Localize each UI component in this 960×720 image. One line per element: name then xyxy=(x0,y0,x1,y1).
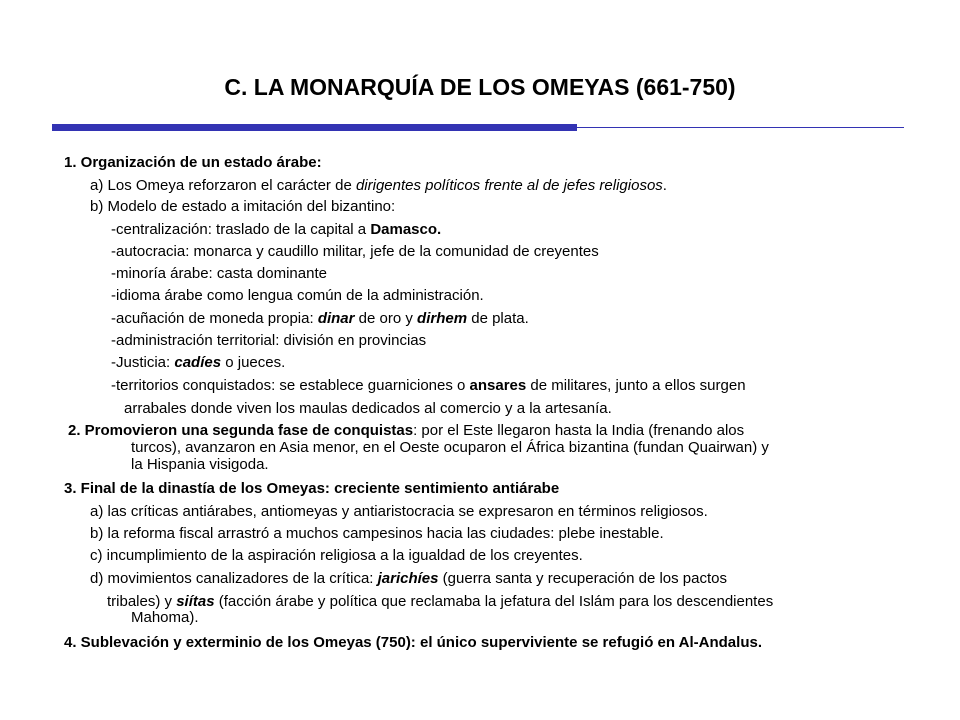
section-1-sub-4: -idioma árabe como lengua común de la administración. xyxy=(111,287,484,304)
section-3-item-d-cont-2: Mahoma). xyxy=(131,609,199,626)
section-1-sub-2: -autocracia: monarca y caudillo militar, jefe de la comunidad de creyentes xyxy=(111,243,599,260)
section-3-item-b: b) la reforma fiscal arrastró a muchos campesinos hacia las ciudades: plebe inestable. xyxy=(90,525,664,542)
section-3-item-d-cont xyxy=(107,593,773,610)
section-1-sub-6: -administración territorial: división en provincias xyxy=(111,332,427,349)
text: a) Los Omeya reforzaron el carácter de xyxy=(90,177,356,194)
text: d) movimientos canalizadores de la crítica: xyxy=(90,570,378,587)
section-1-item-a xyxy=(90,177,667,194)
slide-title: C. LA MONARQUÍA DE LOS OMEYAS (661-750) xyxy=(224,74,736,100)
text-bold-italic: siítas xyxy=(176,593,215,610)
section-2-line-1 xyxy=(68,422,744,439)
section-1-sub-8 xyxy=(111,377,746,394)
text-bold: Damasco. xyxy=(370,221,442,238)
section-4-heading: 4. Sublevación y exterminio de los Omeyas (750): el único superviviente se refugió en Al-Andalus. xyxy=(64,634,762,651)
text: o jueces. xyxy=(221,354,286,371)
section-1-item-b: b) Modelo de estado a imitación del bizantino: xyxy=(90,198,396,215)
section-3-item-d xyxy=(90,570,727,587)
text: (guerra santa y recuperación de los pactos xyxy=(438,570,727,587)
section-1-sub-8-cont: arrabales donde viven los maulas dedicados al comercio y a la artesanía. xyxy=(124,400,612,417)
text: tribales) y xyxy=(107,593,177,610)
text: (facción árabe y política que reclamaba la jefatura del Islám para los descendientes xyxy=(214,593,774,610)
text-italic: dirigentes políticos frente al de jefes religiosos xyxy=(355,177,663,194)
text: de plata. xyxy=(467,310,529,327)
text: -Justicia: xyxy=(111,354,175,371)
text-bold-italic: cadíes xyxy=(174,354,222,371)
section-2-line-2: turcos), avanzaron en Asia menor, en el Oeste ocuparon el África bizantina (fundan Quairwan) y xyxy=(131,439,769,456)
text: -acuñación de moneda propia: xyxy=(111,310,318,327)
text: -centralización: traslado de la capital a xyxy=(111,221,371,238)
section-3-heading: 3. Final de la dinastía de los Omeyas: creciente sentimiento antiárabe xyxy=(64,480,560,497)
section-1-sub-5 xyxy=(111,310,529,327)
section-1-sub-1 xyxy=(111,221,441,238)
text-bold-italic: dirhem xyxy=(417,310,468,327)
text: : por el Este llegaron hasta la India (frenando alos xyxy=(413,422,745,439)
section-3-item-a: a) las críticas antiárabes, antiomeyas y antiaristocracia se expresaron en términos religiosos. xyxy=(90,503,708,520)
text: -territorios conquistados: se establece guarniciones o xyxy=(111,377,470,394)
text: . xyxy=(662,177,667,194)
section-2-line-3: la Hispania visigoda. xyxy=(131,456,269,473)
section-1-sub-3: -minoría árabe: casta dominante xyxy=(111,265,327,282)
title-underline-thick xyxy=(52,124,577,131)
section-2-heading: 2. Promovieron una segunda fase de conquistas xyxy=(68,422,414,439)
section-3-item-c: c) incumplimiento de la aspiración religiosa a la igualdad de los creyentes. xyxy=(90,547,583,564)
title-underline-thin xyxy=(577,127,904,128)
section-1-heading: 1. Organización de un estado árabe: xyxy=(64,154,322,171)
text-bold: ansares xyxy=(469,377,527,394)
text-bold-italic: jarichíes xyxy=(377,570,439,587)
text-bold-italic: dinar xyxy=(317,310,355,327)
text: de militares, junto a ellos surgen xyxy=(526,377,746,394)
text: de oro y xyxy=(354,310,418,327)
section-1-sub-7 xyxy=(111,354,285,371)
